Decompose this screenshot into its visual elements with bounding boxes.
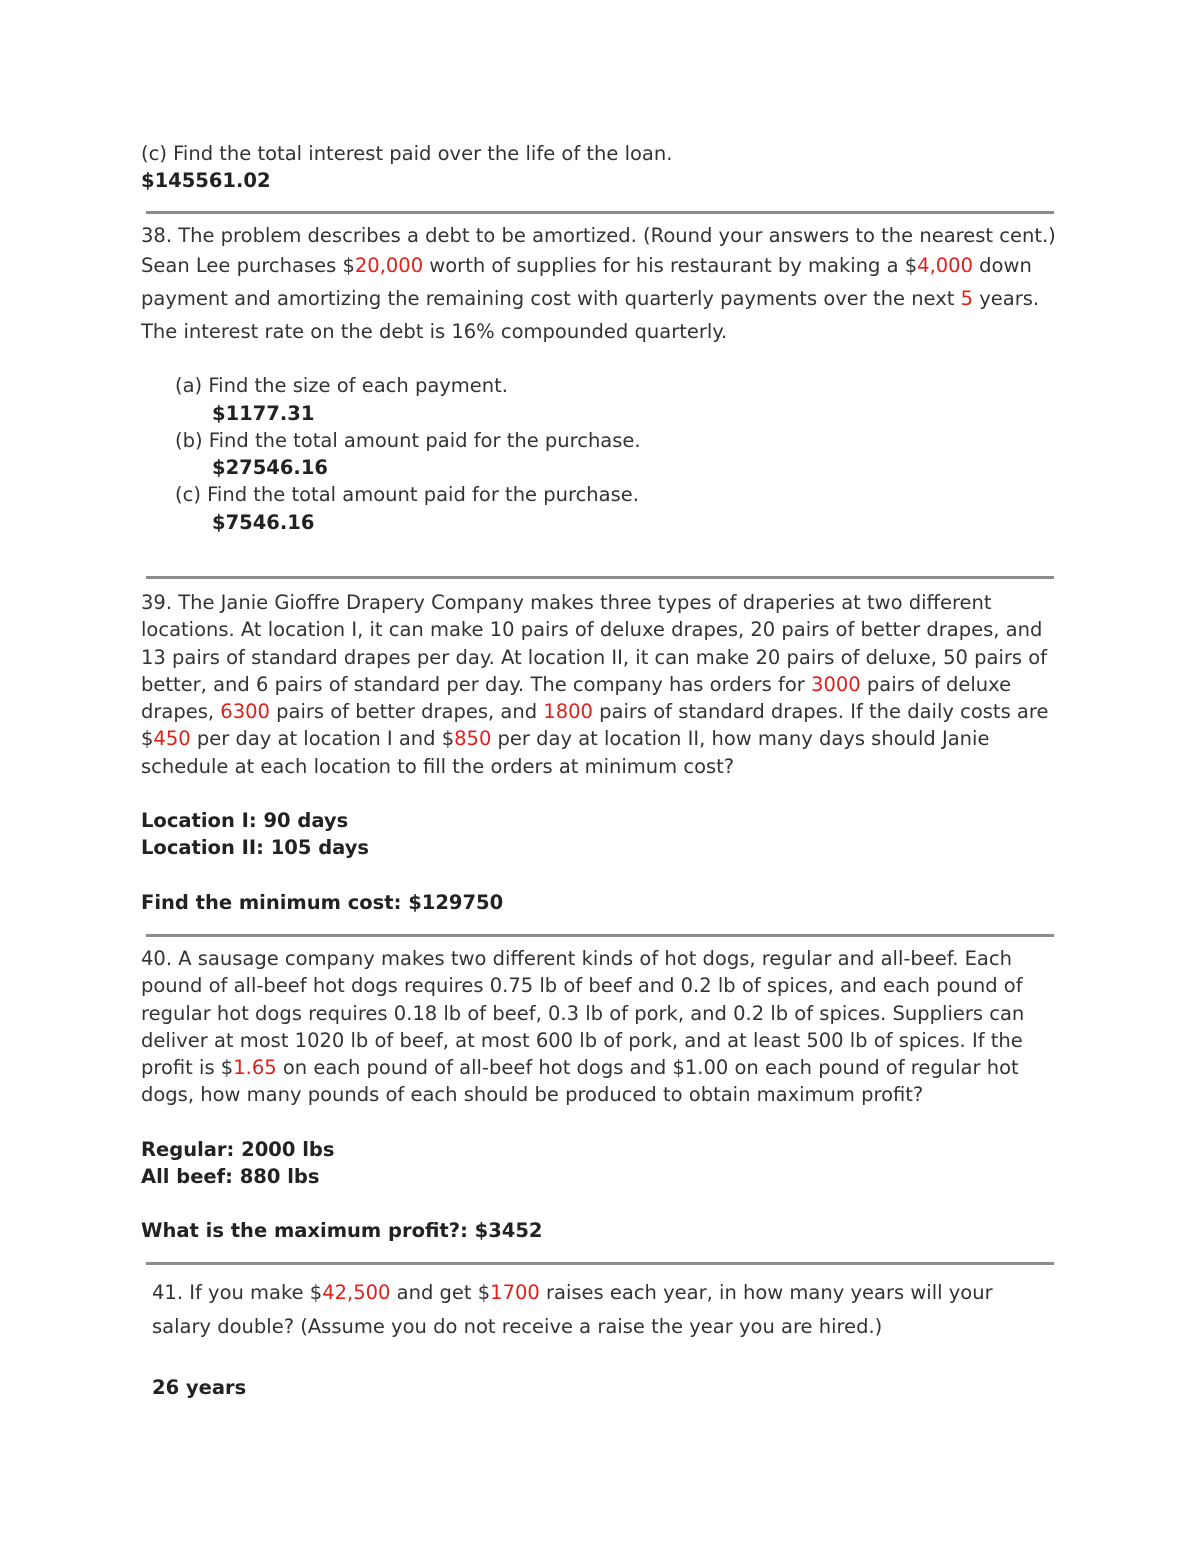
question-39-answer-location-2: Location II: 105 days <box>141 836 370 860</box>
highlight-value: 1700 <box>490 1281 540 1304</box>
highlight-value: 3000 <box>811 672 861 696</box>
question-38-intro: 38. The problem describes a debt to be amortized. (Round your answers to the nearest cent.) <box>141 224 1056 247</box>
highlight-value: 450 <box>153 727 191 751</box>
question-40-body <box>141 945 1066 1109</box>
question-38b-prompt: (b) Find the total amount paid for the purchase. <box>175 428 641 452</box>
highlight-value: 1800 <box>543 700 593 724</box>
question-38c-answer: $7546.16 <box>212 510 315 534</box>
question-38-body <box>141 249 1066 348</box>
text-span: 39. The Janie Gioffre Drapery Company makes three types of draperies at two different locations. At location I, it can make 10 pairs of deluxe drapes, 20 pairs of better drapes, and 13 pairs of standard drapes per day. At location II, it can make 20 pairs of deluxe, 50 pairs of better, and 6 pairs of standard per day. The company has orders for <box>141 591 1048 696</box>
question-38a-prompt: (a) Find the size of each payment. <box>175 374 509 398</box>
question-38b-answer: $27546.16 <box>212 456 328 480</box>
question-39-body <box>141 589 1066 780</box>
highlight-value: 20,000 <box>354 254 424 278</box>
question-37c-answer: $145561.02 <box>141 169 271 193</box>
divider <box>146 1262 1054 1265</box>
text-span: pairs of deluxe drapes, <box>141 672 1012 724</box>
question-40-answer-maximum-profit: What is the maximum profit?: $3452 <box>141 1219 543 1243</box>
text-span: raises each year, in how many years will your salary double? (Assume you do not receive a raise the year you are hired.) <box>152 1281 993 1338</box>
text-span: Sean Lee purchases $ <box>141 254 355 278</box>
text-span: years. The interest rate on the debt is 16% compounded quarterly. <box>141 287 1040 344</box>
question-38c-prompt: (c) Find the total amount paid for the purchase. <box>175 483 639 507</box>
question-38a-answer: $1177.31 <box>212 401 315 425</box>
question-37c-prompt: (c) Find the total interest paid over the life of the loan. <box>141 142 673 165</box>
divider <box>146 934 1054 937</box>
question-39 <box>141 589 1066 916</box>
highlight-value: 850 <box>454 727 492 751</box>
highlight-value: 1.65 <box>233 1056 277 1080</box>
question-41-answer: 26 years <box>152 1376 247 1399</box>
text-span: pairs of better drapes, and <box>269 700 544 724</box>
text-span: worth of supplies for his restaurant by making a $ <box>423 254 918 278</box>
divider <box>146 211 1054 214</box>
text-span: and get $ <box>390 1281 491 1304</box>
text-span: pairs of standard drapes. If the daily costs are $ <box>141 700 1049 751</box>
text-span: per day at location II, how many days should Janie schedule at each location to fill the orders at minimum cost? <box>141 727 990 778</box>
text-span: on each pound of all-beef hot dogs and $1.00 on each pound of regular hot dogs, how many pounds of each should be produced to obtain maximum profit? <box>141 1056 1019 1107</box>
highlight-value: 6300 <box>220 700 270 724</box>
question-40-answer-regular: Regular: 2000 lbs <box>141 1137 335 1161</box>
text-span: 40. A sausage company makes two different kinds of hot dogs, regular and all-beef. Each pound of all-beef hot dogs requires 0.75 lb of beef and 0.2 lb of spices, and each pound of regular hot dogs requires 0.18 lb of beef, 0.3 lb of pork, and 0.2 lb of spices. Suppliers can deliver at most 1020 lb of beef, at most 600 lb of pork, and at least 500 lb of spices. If the profit is $ <box>141 947 1025 1080</box>
text-span: 41. If you make $ <box>152 1281 323 1304</box>
text-span: per day at location I and $ <box>190 727 455 751</box>
highlight-value: 4,000 <box>917 254 973 278</box>
divider <box>146 576 1054 579</box>
question-41-body <box>152 1276 1052 1344</box>
text-span: down payment and amortizing the remaining cost with quarterly payments over the next <box>141 254 1032 311</box>
question-39-answer-minimum-cost: Find the minimum cost: $129750 <box>141 890 504 914</box>
question-39-answer-location-1: Location I: 90 days <box>141 809 349 833</box>
question-40 <box>141 945 1066 1245</box>
question-37c <box>141 140 1066 195</box>
question-38 <box>141 222 1066 536</box>
highlight-value: 5 <box>960 287 974 311</box>
question-40-answer-all-beef: All beef: 880 lbs <box>141 1165 320 1189</box>
highlight-value: 42,500 <box>322 1281 391 1304</box>
question-41 <box>152 1276 1052 1401</box>
